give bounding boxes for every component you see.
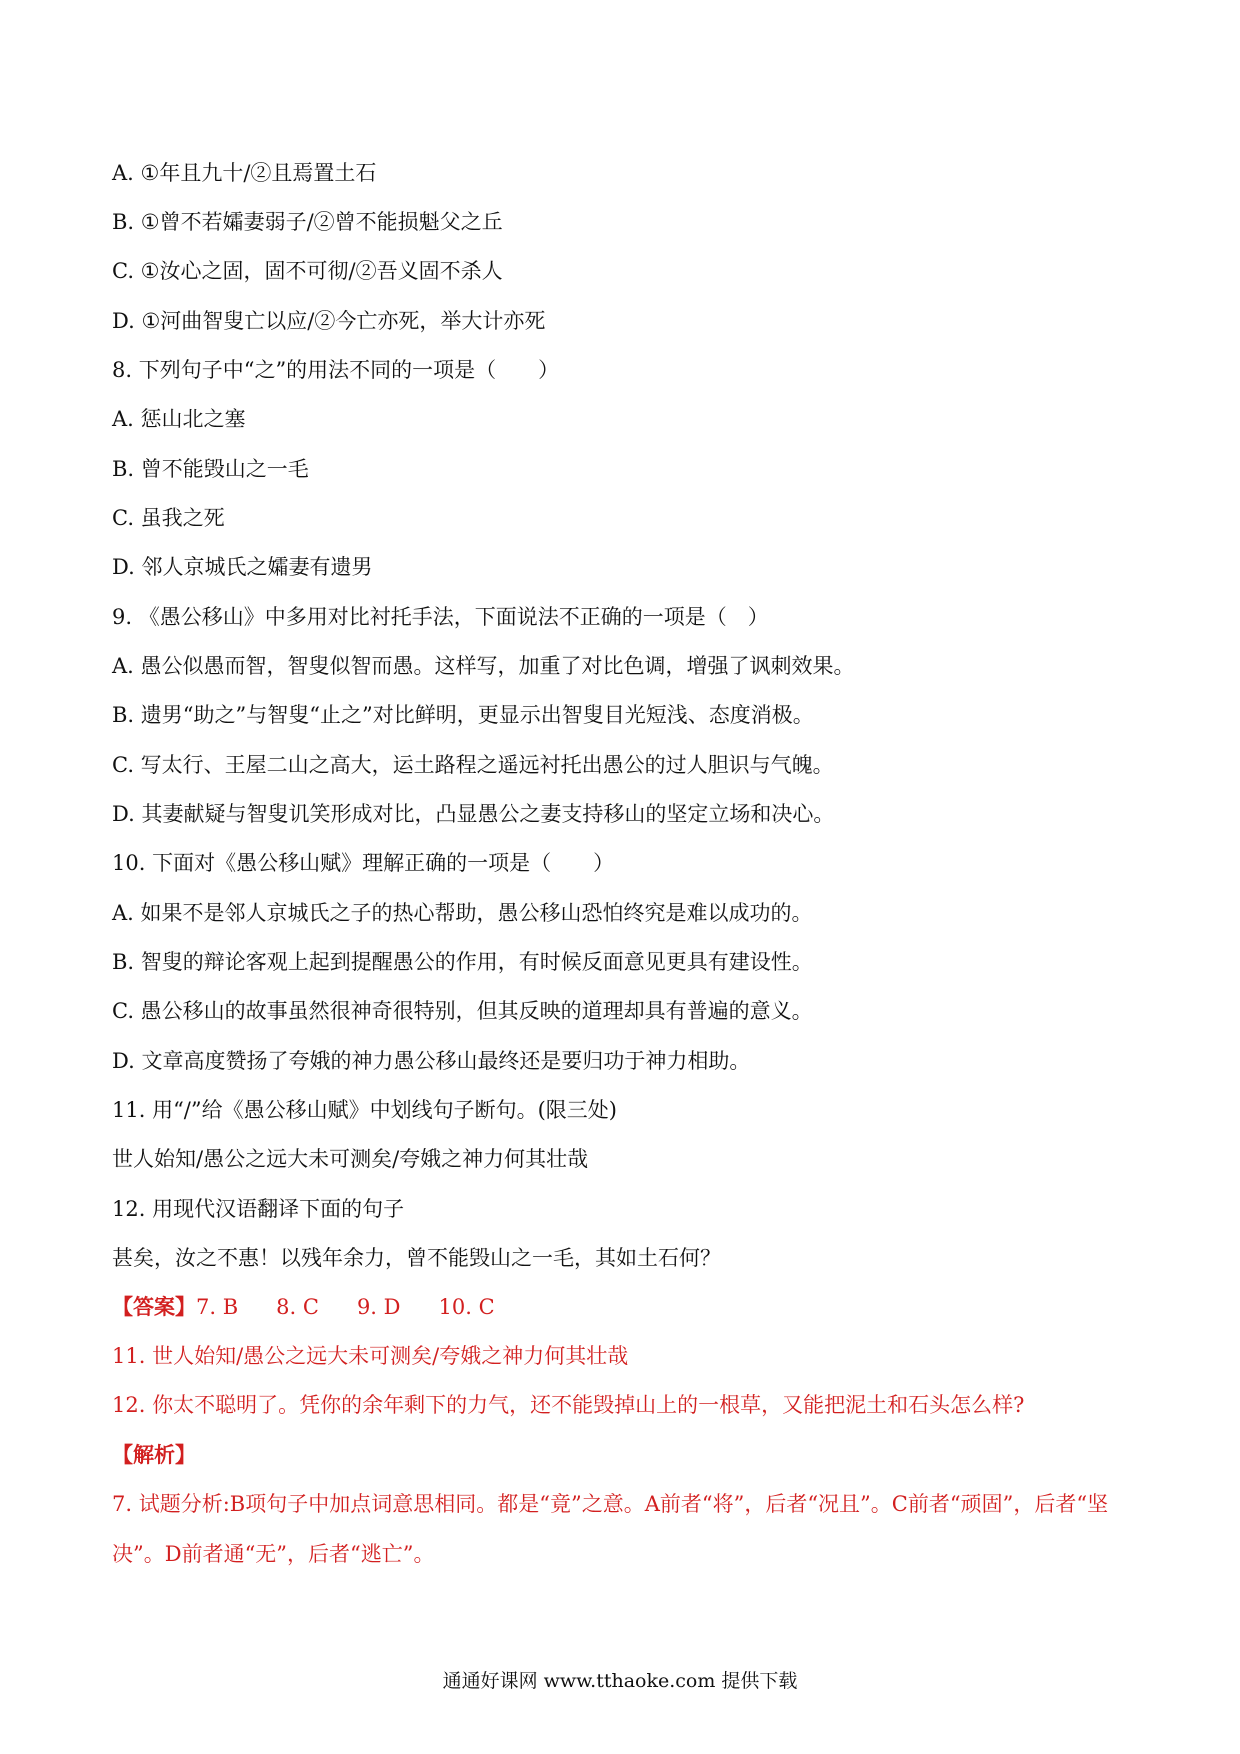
- q9-stem: 9. 《愚公移山》中多用对比衬托手法，下面说法不正确的一项是（ ）: [112, 605, 769, 629]
- answer-item: 9. D: [356, 1295, 401, 1319]
- q8-option-d: D. 邻人京城氏之孀妻有遗男: [112, 555, 373, 579]
- answer-11: 11. 世人始知/愚公之远大未可测矣/夸娥之神力何其壮哉: [112, 1344, 629, 1368]
- q10-option-b: B. 智叟的辩论客观上起到提醒愚公的作用，有时候反面意见更具有建设性。: [112, 950, 813, 974]
- q7-option-d: D. ①河曲智叟亡以应/②今亡亦死，举大计亦死: [112, 309, 546, 333]
- q11-text: 世人始知/愚公之远大未可测矣/夸娥之神力何其壮哉: [112, 1147, 589, 1171]
- q9-option-b: B. 遗男“助之”与智叟“止之”对比鲜明，更显示出智叟目光短浅、态度消极。: [112, 703, 814, 727]
- answer-item: 8. C: [276, 1295, 319, 1319]
- q10-option-a: A. 如果不是邻人京城氏之子的热心帮助，愚公移山恐怕终究是难以成功的。: [112, 901, 813, 925]
- q8-option-c: C. 虽我之死: [112, 506, 225, 530]
- q7-option-b: B. ①曾不若孀妻弱子/②曾不能损魁父之丘: [112, 210, 503, 234]
- answer-item: 7. B: [196, 1295, 239, 1319]
- q9-option-d: D. 其妻献疑与智叟讥笑形成对比，凸显愚公之妻支持移山的坚定立场和决心。: [112, 802, 835, 826]
- q12-text: 甚矣，汝之不惠！以残年余力，曾不能毁山之一毛，其如土石何？: [112, 1246, 721, 1270]
- q10-option-d: D. 文章高度赞扬了夸娥的神力愚公移山最终还是要归功于神力相助。: [112, 1049, 751, 1073]
- analysis-label: 【解析】: [112, 1442, 196, 1467]
- answer-item: 10. C: [438, 1295, 495, 1319]
- answer-line: [112, 1292, 1140, 1322]
- q11-stem: 11. 用“/”给《愚公移山赋》中划线句子断句。(限三处): [112, 1098, 618, 1122]
- q10-option-c: C. 愚公移山的故事虽然很神奇很特别，但其反映的道理却具有普遍的意义。: [112, 999, 813, 1023]
- q7-option-a: A. ①年且九十/②且焉置土石: [112, 161, 377, 185]
- answer-12: 12. 你太不聪明了。凭你的余年剩下的力气，还不能毁掉山上的一根草，又能把泥土和石头怎么样?: [112, 1393, 1025, 1417]
- page-footer: 通通好课网 www.tthaoke.com 提供下载: [442, 1670, 798, 1692]
- answer-label: 【答案】: [112, 1294, 196, 1319]
- q9-option-a: A. 愚公似愚而智，智叟似智而愚。这样写，加重了对比色调，增强了讽刺效果。: [112, 654, 855, 678]
- q8-stem: 8. 下列句子中“之”的用法不同的一项是（ ）: [112, 358, 560, 382]
- q12-stem: 12. 用现代汉语翻译下面的句子: [112, 1197, 405, 1221]
- q7-option-c: C. ①汝心之固，固不可彻/②吾义固不杀人: [112, 259, 503, 283]
- q9-option-c: C. 写太行、王屋二山之高大，运土路程之遥远衬托出愚公的过人胆识与气魄。: [112, 753, 834, 777]
- q10-stem: 10. 下面对《愚公移山赋》理解正确的一项是（ ）: [112, 851, 615, 875]
- analysis-7: 7. 试题分析:B项句子中加点词意思相同。都是“竟”之意。A前者“将”，后者“况且”。C前者“顽固”，后者“坚决”。D前者通“无”，后者“逃亡”。: [112, 1492, 1109, 1566]
- q8-option-a: A. 惩山北之塞: [112, 407, 246, 431]
- q8-option-b: B. 曾不能毁山之一毛: [112, 457, 309, 481]
